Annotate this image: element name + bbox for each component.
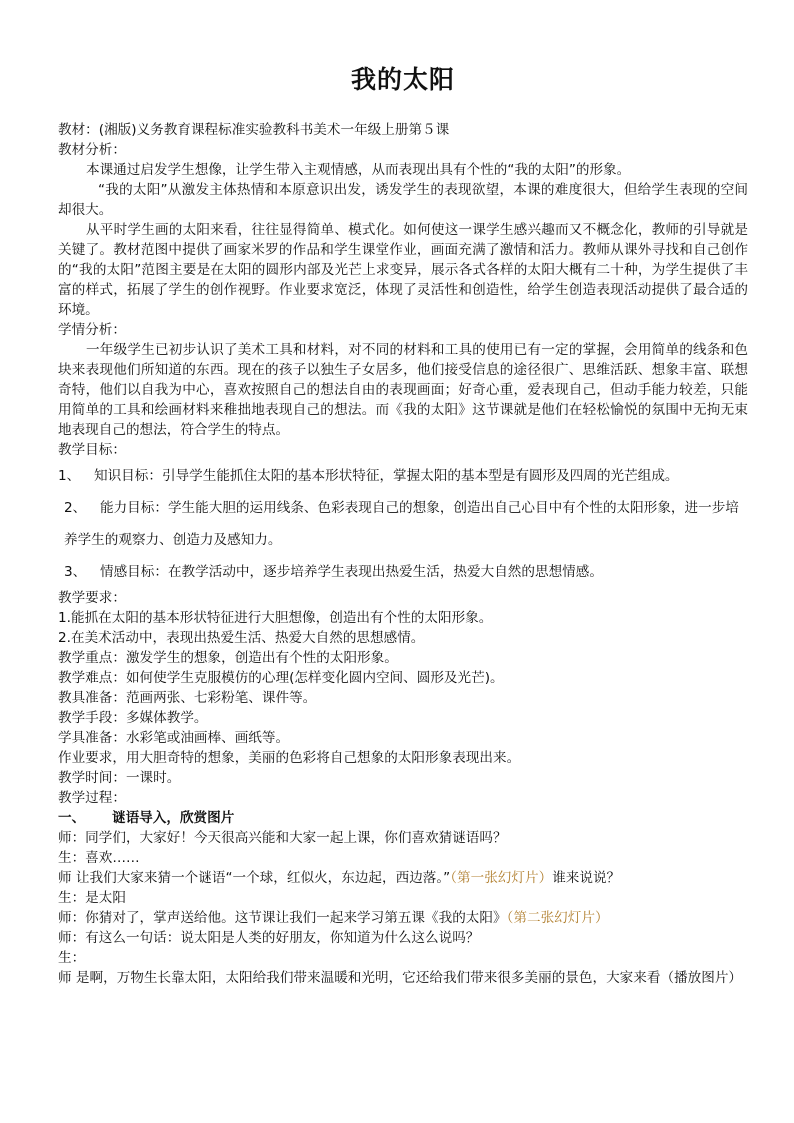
page-title: 我的太阳: [350, 65, 455, 94]
slide-note-1: （第一张幻灯片）: [450, 870, 553, 886]
section-1-number: 一、: [58, 810, 86, 826]
student-tools: 学具准备：水彩笔或油画棒、画纸等。: [58, 730, 290, 746]
document-page: [58, 60, 748, 988]
student-analysis-paragraph: 一年级学生已初步认识了美术工具和材料，对不同的材料和工具的使用已有一定的掌握，会用简单的线条和色块来表现他们所知道的东西。现在的孩子以独生子女居多，他们接受信息的途径很广、思维活跃、想象丰富、联想奇特，他们以自我为中心，喜欢按照自己的想法自由的表现画面；好奇心重，爱表现自己，但动手能力较差，只能用简单的工具和绘画材料来稚拙地表现自己的想法。而《我的太阳》这节课就是他们在轻松愉悦的氛围中无拘无束地表现自己的想法，符合学生的特点。: [58, 342, 748, 438]
slide-note-2: （第二张幻灯片）: [506, 910, 609, 926]
student-analysis-heading: 学情分析：: [58, 322, 126, 338]
analysis-paragraph-2: “我的太阳”从激发主体热情和本原意识出发，诱发学生的表现欲望，本课的难度很大，但给学生表现的空间却很大。: [58, 182, 748, 218]
textbook-line: 教材：(湘版)义务教育课程标准实验教科书美术一年级上册第５课: [58, 122, 450, 138]
goal-2-text: 能力目标：学生能大胆的运用线条、色彩表现自己的想象，创造出自己心目中有个性的太阳形象，进一步培养学生的观察力、创造力及感知力。: [64, 500, 739, 548]
dialogue-line-6: 师：有这么一句话：说太阳是人类的好朋友，你知道为什么这么说吗？: [58, 930, 480, 946]
teacher-tools: 教具准备：范画两张、七彩粉笔、课件等。: [58, 690, 317, 706]
homework-requirement: 作业要求，用大胆奇特的想象，美丽的色彩将自己想象的太阳形象表现出来。: [58, 750, 521, 766]
goal-1-text: 知识目标：引导学生能抓住太阳的基本形状特征，掌握太阳的基本型是有圆形及四周的光芒组成。: [94, 468, 679, 484]
analysis-paragraph-3: 从平时学生画的太阳来看，往往显得简单、模式化。如何使这一课学生感兴趣而又不概念化，教师的引导就是关键了。教材范图中提供了画家米罗的作品和学生课堂作业，画面充满了激情和活力。教师从课外寻找和自己创作的“我的太阳”范图主要是在太阳的圆形内部及光芒上求变异，展示各式各样的太阳大概有二十种，为学生提供了丰富的样式，拓展了学生的创作视野。作业要求宽泛，体现了灵活性和创造性，给学生创造表现活动提供了最合适的环境。: [58, 222, 748, 318]
difficulty: 教学难点：如何使学生克服模仿的心理(怎样变化圆内空间、圆形及光芒)。: [58, 670, 504, 686]
dialogue-line-8: 师 是啊，万物生长靠太阳，太阳给我们带来温暖和光明，它还给我们带来很多美丽的景色，大家来看（播放图片）: [58, 970, 743, 986]
dialogue-line-2: 生：喜欢……: [58, 850, 140, 866]
requirements-heading: 教学要求：: [58, 590, 126, 606]
dialogue-line-3-tail: 谁来说说？: [552, 870, 621, 886]
section-1-heading: [58, 808, 748, 828]
goal-3: [58, 556, 748, 588]
key-point: 教学重点：激发学生的想象，创造出有个性的太阳形象。: [58, 650, 398, 666]
goal-2-number: 2、: [64, 500, 87, 516]
dialogue-line-3-text: 师 让我们大家来猜一个谜语“一个球，红似火，东边起，西边落。”: [58, 870, 451, 886]
goal-1-number: 1、: [58, 468, 81, 484]
goal-3-text: 情感目标：在教学活动中，逐步培养学生表现出热爱生活，热爱大自然的思想情感。: [100, 564, 603, 580]
section-1-title: 谜语导入，欣赏图片: [112, 810, 235, 826]
teaching-time: 教学时间：一课时。: [58, 770, 181, 786]
requirement-2: 2.在美术活动中，表现出热爱生活、热爱大自然的思想感情。: [58, 630, 425, 646]
analysis-heading: 教材分析：: [58, 142, 126, 158]
goal-3-number: 3、: [64, 564, 87, 580]
dialogue-line-7: 生：: [58, 950, 86, 966]
analysis-paragraph-1: 本课通过启发学生想像，让学生带入主观情感，从而表现出具有个性的“我的太阳”的形象。: [86, 162, 631, 178]
dialogue-line-5: [58, 908, 748, 928]
dialogue-line-1: 师：同学们，大家好！今天很高兴能和大家一起上课，你们喜欢猜谜语吗？: [58, 830, 507, 846]
requirement-1: 1.能抓在太阳的基本形状特征进行大胆想像，创造出有个性的太阳形象。: [58, 610, 493, 626]
goal-2: [58, 492, 748, 556]
goal-1: [58, 460, 748, 492]
teaching-means: 教学手段：多媒体教学。: [58, 710, 208, 726]
dialogue-line-5-text: 师：你猜对了，掌声送给他。这节课让我们一起来学习第五课《我的太阳》: [58, 910, 507, 926]
goals-heading: 教学目标：: [58, 442, 126, 458]
dialogue-line-4: 生：是太阳: [58, 890, 126, 906]
dialogue-line-3: [58, 868, 748, 888]
process-heading: 教学过程：: [58, 790, 126, 806]
